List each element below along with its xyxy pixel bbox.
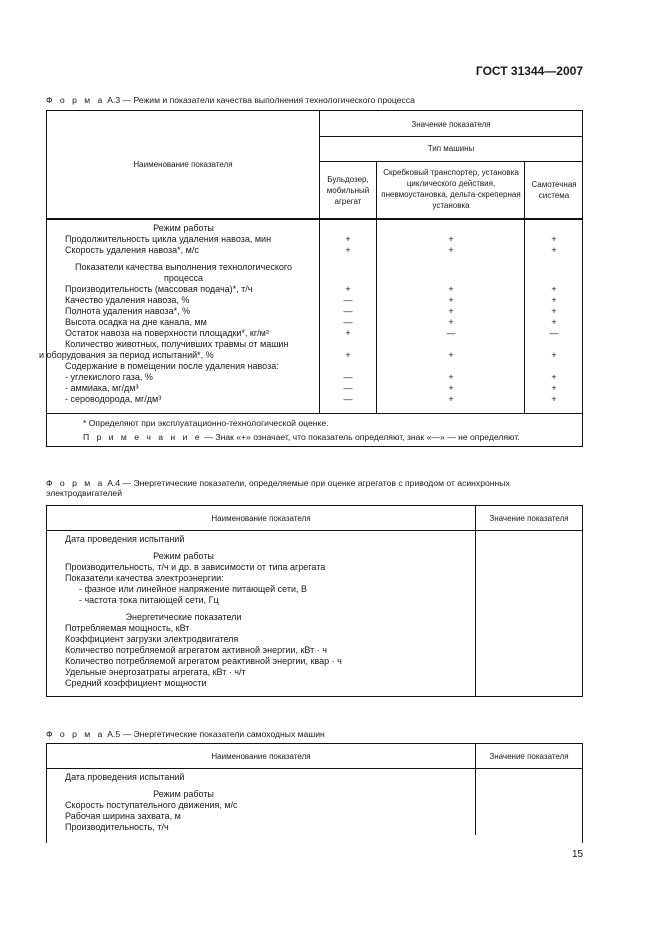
table-row xyxy=(47,656,582,667)
indicator-name: Режим работы xyxy=(153,551,214,561)
indicator-name: Скорость удаления навоза*, м/с xyxy=(65,245,199,255)
indicator-name: Удельные энергозатраты агрегата, кВт · ч/т xyxy=(65,667,246,677)
value-cell: + xyxy=(551,306,557,316)
value-cell: + xyxy=(345,245,351,255)
table-row xyxy=(47,295,582,306)
value-cell: + xyxy=(551,284,557,294)
indicator-name: - сероводорода, мг/дм³ xyxy=(65,394,162,404)
indicator-name: Энергетические показатели xyxy=(125,612,242,622)
indicator-name: Количество животных, получивших травмы от машин xyxy=(65,339,289,349)
table-row xyxy=(47,284,582,295)
value-cell: + xyxy=(551,350,557,360)
indicator-name: Качество удаления навоза, % xyxy=(65,295,190,305)
value-cell: — xyxy=(343,295,353,305)
table-row xyxy=(47,634,582,645)
table-row xyxy=(47,394,582,405)
indicator-name: Количество потребляемой агрегатом реактивной энергии, квар · ч xyxy=(65,656,342,666)
indicator-name: Высота осадка на дне канала, мм xyxy=(65,317,207,327)
indicator-name: Остаток навоза на поверхности площадки*, кг/м² xyxy=(65,328,269,338)
table-row xyxy=(47,595,582,606)
indicator-name: процесса xyxy=(164,273,203,283)
document-code: ГОСТ 31344—2007 xyxy=(475,64,583,78)
value-cell: + xyxy=(345,234,351,244)
col-header-scraper: Скребковый транспортер, установка циклического действия, пневмоустановка, дельта-скреперная установка xyxy=(381,168,521,210)
indicator-name: Содержание в помещении после удаления навоза: xyxy=(65,361,279,371)
form-a4-rows xyxy=(47,534,582,689)
value-cell: — xyxy=(446,328,456,338)
table-row xyxy=(39,350,582,361)
value-cell: + xyxy=(448,350,454,360)
table-note: П р и м е ч а н и е — Знак «+» означает, что показатель определяют, знак «—» — не определяют. xyxy=(83,432,520,442)
table-row xyxy=(47,822,582,833)
value-cell: — xyxy=(343,383,353,393)
value-cell: — xyxy=(343,394,353,404)
value-cell: — xyxy=(343,372,353,382)
footnote: * Определяют при эксплуатационно-технологической оценке. xyxy=(83,418,329,428)
table-row xyxy=(47,811,582,822)
col-header-value: Значение показателя xyxy=(411,120,491,129)
indicator-name: Полнота удаления навоза*, % xyxy=(65,306,191,316)
table-row xyxy=(47,372,582,383)
col-header-name: Наименование показателя xyxy=(211,752,311,761)
table-row xyxy=(47,361,582,372)
table-row xyxy=(47,234,582,245)
table-row xyxy=(47,245,582,256)
indicator-name: Продолжительность цикла удаления навоза, мин xyxy=(65,234,272,244)
page-number: 15 xyxy=(572,849,584,860)
indicator-name: - фазное или линейное напряжение питающей сети, В xyxy=(79,584,308,594)
table-row xyxy=(47,551,582,562)
col-header-name: Наименование показателя xyxy=(133,160,233,169)
value-cell: + xyxy=(448,234,454,244)
indicator-name: Показатели качества выполнения технологического xyxy=(74,262,293,272)
form-a5-table xyxy=(46,743,583,843)
value-cell: + xyxy=(551,234,557,244)
form-a3-rows xyxy=(39,223,582,405)
value-cell: + xyxy=(345,284,351,294)
form-a5-rows xyxy=(47,772,582,833)
value-cell: + xyxy=(448,317,454,327)
col-header-type: Тип машины xyxy=(427,144,475,153)
value-cell: + xyxy=(448,394,454,404)
indicator-name: Средний коэффициент мощности xyxy=(65,678,207,688)
indicator-name: Производительность (массовая подача)*, т/ч xyxy=(65,284,253,294)
table-row xyxy=(47,584,582,595)
indicator-name: Количество потребляемой агрегатом активной энергии, кВт · ч xyxy=(65,645,327,655)
indicator-name: - частота тока питающей сети, Гц xyxy=(79,595,219,605)
indicator-name: Дата проведения испытаний xyxy=(65,772,185,782)
col-header-name: Наименование показателя xyxy=(211,514,311,523)
table-row xyxy=(47,223,582,234)
table-row xyxy=(47,573,582,584)
indicator-name: Режим работы xyxy=(153,789,214,799)
value-cell: — xyxy=(343,317,353,327)
table-row xyxy=(47,534,582,545)
table-row xyxy=(47,273,582,284)
indicator-name: Производительность, т/ч xyxy=(65,822,169,832)
table-row xyxy=(47,800,582,811)
indicator-name: - углекислого газа, % xyxy=(65,372,153,382)
value-cell: + xyxy=(448,284,454,294)
table-row xyxy=(47,562,582,573)
value-cell: + xyxy=(448,306,454,316)
table-row xyxy=(47,383,582,394)
table-row xyxy=(47,623,582,634)
table-row xyxy=(47,667,582,678)
indicator-name: Производительность, т/ч и др. в зависимости от типа агрегата xyxy=(65,562,326,572)
value-cell: + xyxy=(448,383,454,393)
col-header-gravity: Самотечная система xyxy=(531,180,577,200)
table-row xyxy=(47,612,582,623)
col-header-bulldozer: Бульдозер, мобильный агрегат xyxy=(326,175,370,206)
table-row xyxy=(47,306,582,317)
table-row xyxy=(47,772,582,783)
form-a3-caption: Ф о р м а А.3 — Режим и показатели качества выполнения технологического процесса xyxy=(46,95,415,105)
indicator-name: Режим работы xyxy=(153,223,214,233)
indicator-name: Рабочая ширина захвата, м xyxy=(65,811,181,821)
value-cell: — xyxy=(343,306,353,316)
value-cell: + xyxy=(551,394,557,404)
indicator-name: - аммиака, мг/дм³ xyxy=(65,383,139,393)
indicator-name: Дата проведения испытаний xyxy=(65,534,185,544)
table-row xyxy=(47,328,582,339)
table-row xyxy=(47,678,582,689)
table-row xyxy=(47,317,582,328)
value-cell: + xyxy=(345,328,351,338)
col-header-value: Значение показателя xyxy=(489,514,569,523)
table-row xyxy=(47,262,582,273)
form-a3-table xyxy=(39,110,583,447)
form-a5-caption: Ф о р м а А.5 — Энергетические показатели самоходных машин xyxy=(46,729,325,739)
value-cell: + xyxy=(448,295,454,305)
table-row xyxy=(47,339,582,350)
table-row xyxy=(47,789,582,800)
form-a4-table xyxy=(46,505,583,697)
value-cell: + xyxy=(551,383,557,393)
value-cell: + xyxy=(551,372,557,382)
form-a4-caption: Ф о р м а А.4 — Энергетические показатели, определяемые при оценке агрегатов с приводом от асинхронных электродвигателей xyxy=(46,478,510,498)
value-cell: + xyxy=(551,317,557,327)
value-cell: + xyxy=(551,245,557,255)
value-cell: + xyxy=(551,295,557,305)
indicator-name: Скорость поступательного движения, м/с xyxy=(65,800,238,810)
value-cell: + xyxy=(345,350,351,360)
indicator-name: Показатели качества электроэнергии: xyxy=(65,573,224,583)
value-cell: — xyxy=(549,328,559,338)
table-row xyxy=(47,645,582,656)
indicator-name: Коэффициент загрузки электродвигателя xyxy=(65,634,239,644)
col-header-value: Значение показателя xyxy=(489,752,569,761)
value-cell: + xyxy=(448,245,454,255)
value-cell: + xyxy=(448,372,454,382)
indicator-name: Потребляемая мощность, кВт xyxy=(65,623,190,633)
indicator-name: и оборудования за период испытаний*, % xyxy=(39,350,214,360)
